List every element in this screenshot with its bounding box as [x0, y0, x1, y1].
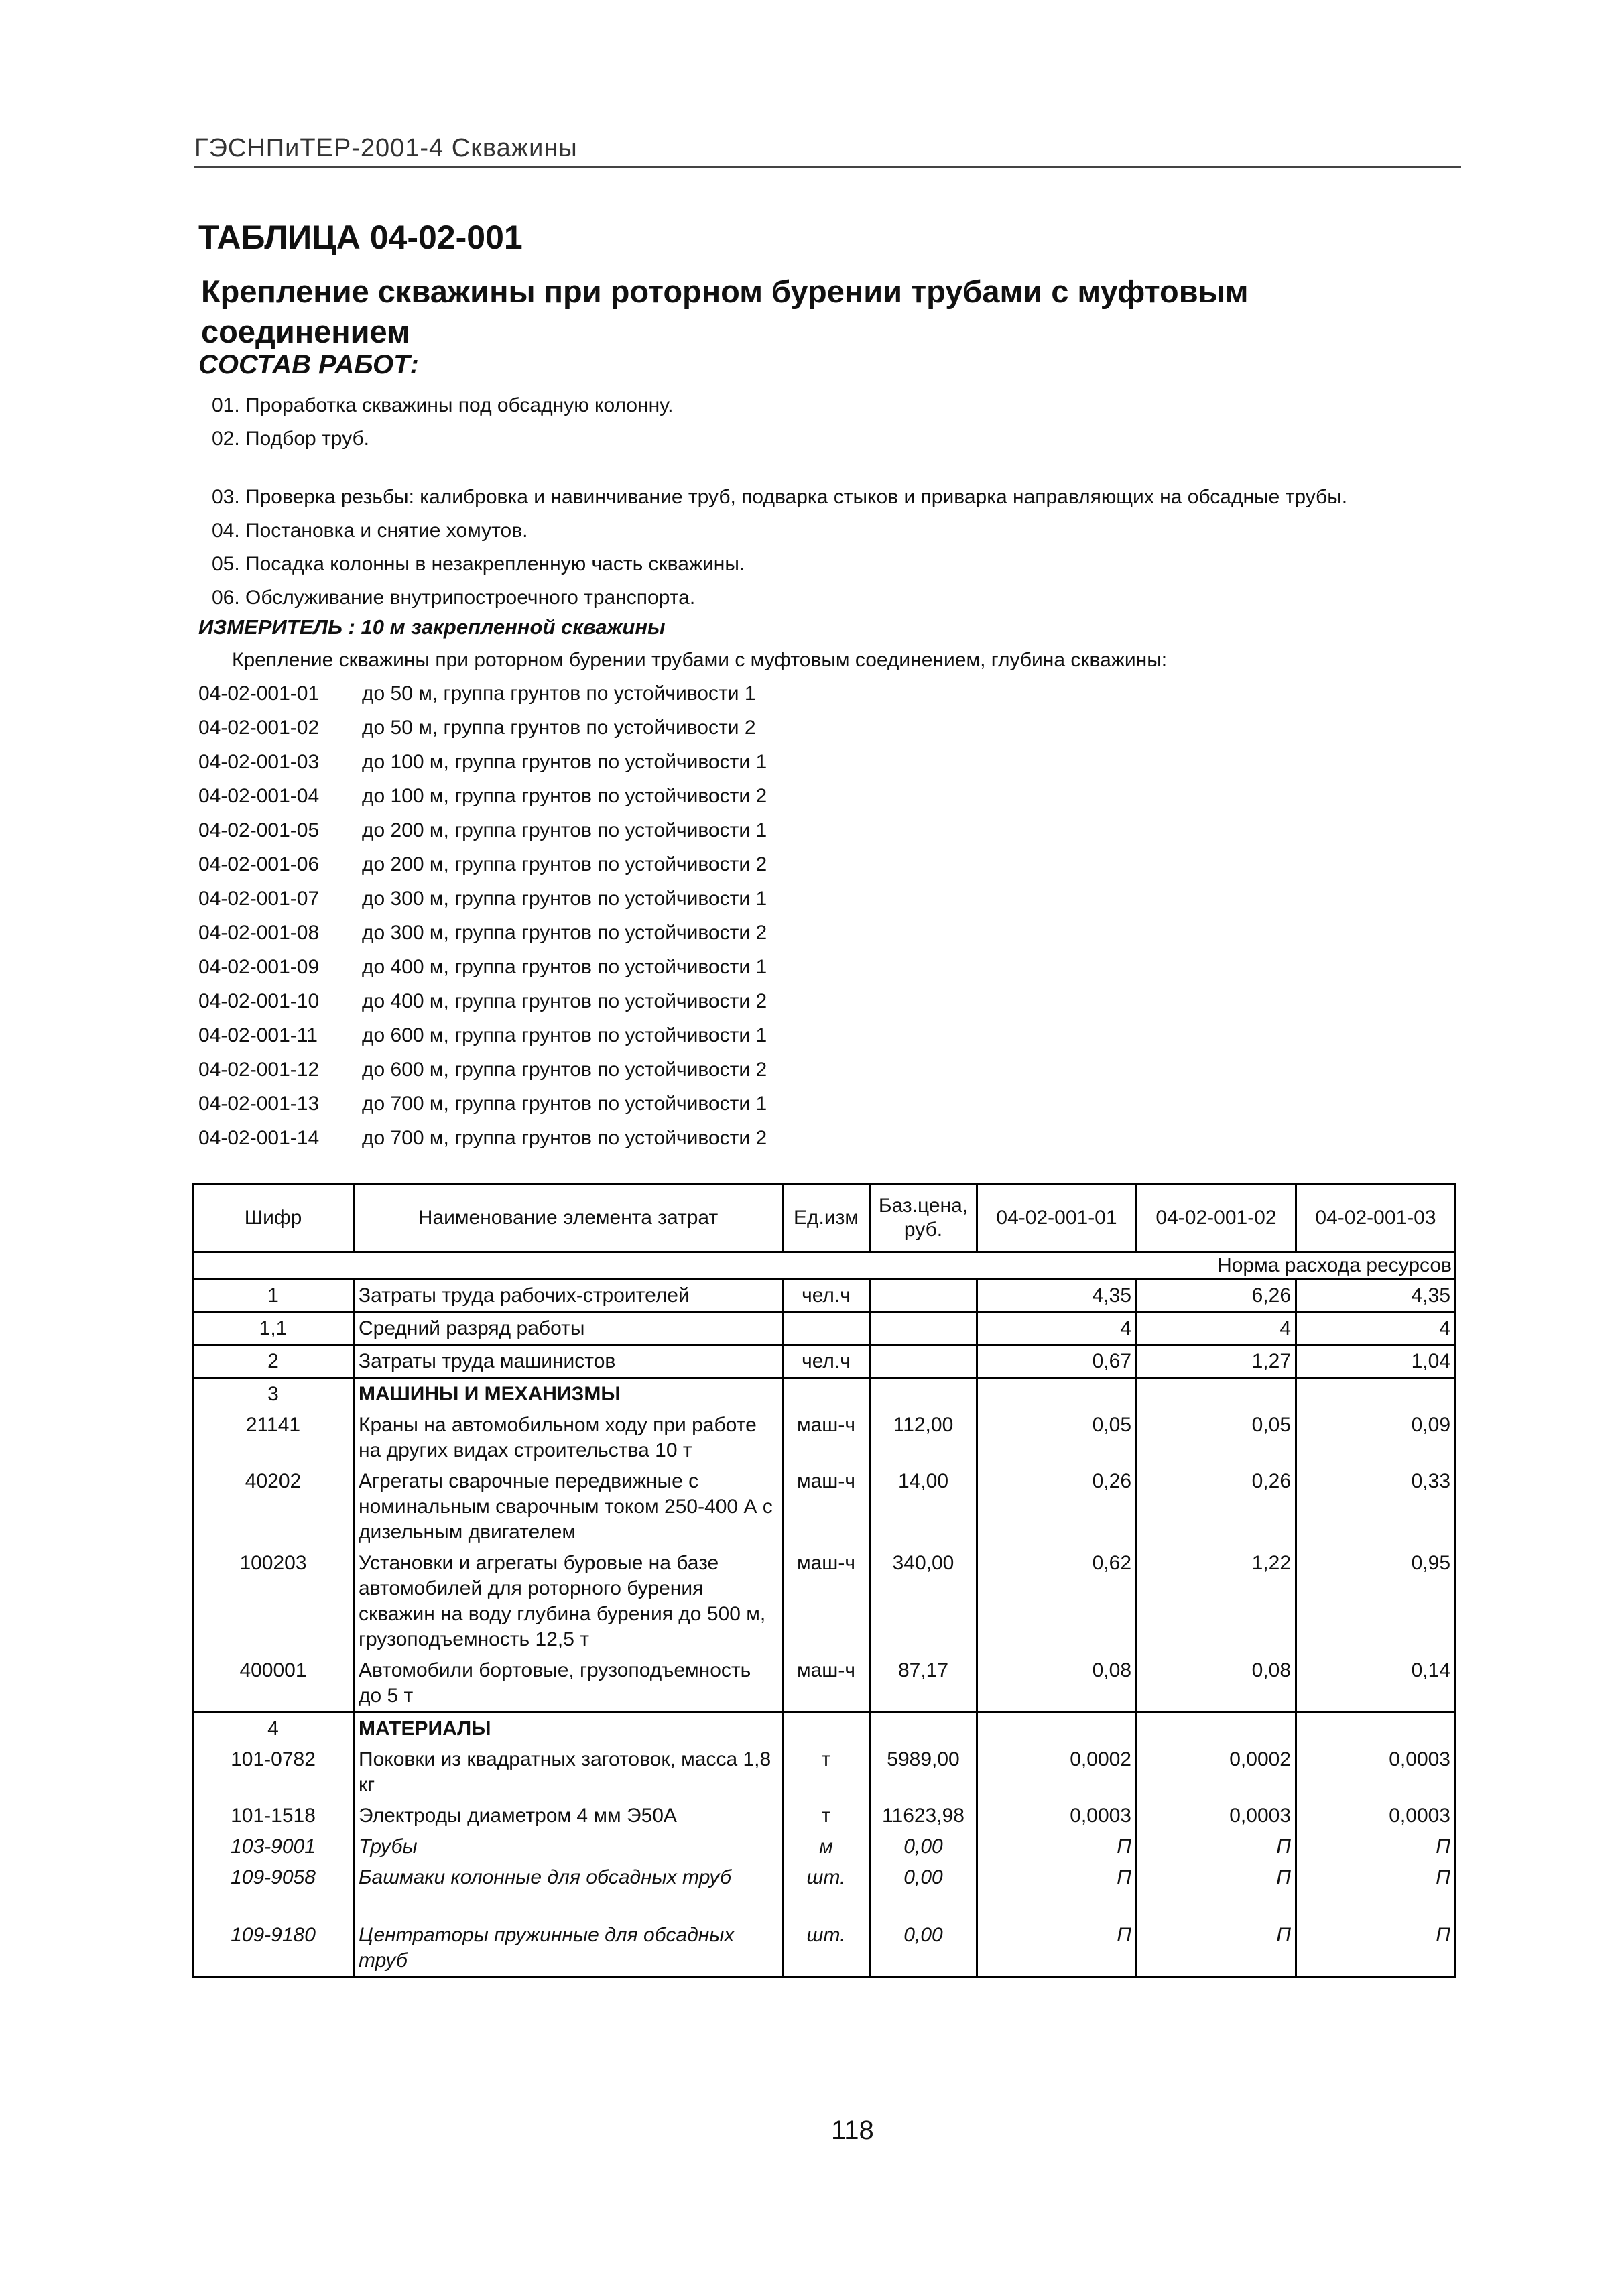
- cell-unit: чел.ч: [783, 1345, 870, 1378]
- table-row: [193, 1410, 1456, 1466]
- cell-unit: шт.: [783, 1862, 870, 1920]
- header-price: Баз.цена, руб.: [870, 1185, 977, 1252]
- cell-unit: [783, 1313, 870, 1345]
- table-row: [193, 1345, 1456, 1378]
- cell-value-3: 0,09: [1296, 1410, 1456, 1466]
- cell-cipher: 100203: [193, 1548, 354, 1655]
- cell-cipher: 101-1518: [193, 1801, 354, 1831]
- cell-cipher: 103-9001: [193, 1831, 354, 1862]
- cell-value-1: 0,67: [977, 1345, 1137, 1378]
- code-id: 04-02-001-02: [198, 717, 320, 739]
- cell-value-1: 0,26: [977, 1466, 1137, 1548]
- cell-value-1: П: [977, 1831, 1137, 1862]
- cell-value-2: 0,0002: [1137, 1744, 1296, 1801]
- norm-row: [193, 1252, 1456, 1280]
- cell-value-2: 1,22: [1137, 1548, 1296, 1655]
- table-row: [193, 1831, 1456, 1862]
- cell-value-3: 0,33: [1296, 1466, 1456, 1548]
- cell-value-2: 4: [1137, 1313, 1296, 1345]
- cell-value-2: 1,27: [1137, 1345, 1296, 1378]
- table-row: [193, 1280, 1456, 1313]
- table-title: [201, 271, 1441, 352]
- section-row-machines: [193, 1378, 1456, 1410]
- cell-value-2: [1137, 1378, 1296, 1410]
- cell-price: 0,00: [870, 1920, 977, 1978]
- cell-price: [870, 1313, 977, 1345]
- code-id: 04-02-001-14: [198, 1127, 320, 1149]
- cell-value-2: 0,05: [1137, 1410, 1296, 1466]
- page-number: 118: [831, 2116, 874, 2145]
- cell-price: [870, 1345, 977, 1378]
- cell-cipher: 1,1: [193, 1313, 354, 1345]
- code-text: до 100 м, группа грунтов по устойчивости 2: [362, 785, 767, 807]
- cell-name: Агрегаты сварочные передвижные с номинальным сварочным током 250-400 А с дизельным двигателем: [354, 1466, 783, 1548]
- header-unit: Ед.изм: [783, 1185, 870, 1252]
- cell-name: МАТЕРИАЛЫ: [354, 1713, 783, 1745]
- cell-cipher: 101-0782: [193, 1744, 354, 1801]
- cell-name: Установки и агрегаты буровые на базе автомобилей для роторного бурения скважин на воду глубина бурения до 500 м, грузоподъемность 12,5 т: [354, 1548, 783, 1655]
- cell-price: 5989,00: [870, 1744, 977, 1801]
- codes-description: Крепление скважины при роторном бурении трубами с муфтовым соединением, глубина скважины:: [232, 649, 1168, 671]
- code-text: до 300 м, группа грунтов по устойчивости 2: [362, 922, 767, 944]
- code-text: до 50 м, группа грунтов по устойчивости 2: [362, 717, 756, 739]
- cell-unit: маш-ч: [783, 1655, 870, 1713]
- work-item: 02. Подбор труб.: [212, 428, 369, 450]
- code-text: до 600 м, группа грунтов по устойчивости 1: [362, 1024, 767, 1046]
- cell-value-2: 0,0003: [1137, 1801, 1296, 1831]
- cell-value-3: 1,04: [1296, 1345, 1456, 1378]
- cell-cipher: 3: [193, 1378, 354, 1410]
- table-row: [193, 1313, 1456, 1345]
- cell-unit: шт.: [783, 1920, 870, 1978]
- code-id: 04-02-001-05: [198, 819, 320, 841]
- code-id: 04-02-001-12: [198, 1059, 320, 1081]
- cell-value-1: 0,0003: [977, 1801, 1137, 1831]
- cell-value-1: П: [977, 1862, 1137, 1920]
- section-row-materials: [193, 1713, 1456, 1745]
- cell-price: 0,00: [870, 1831, 977, 1862]
- cell-price: [870, 1280, 977, 1313]
- table-row: [193, 1655, 1456, 1713]
- cell-cipher: 4: [193, 1713, 354, 1745]
- table-title-line-2: соединением: [201, 314, 410, 349]
- header-name: Наименование элемента затрат: [354, 1185, 783, 1252]
- work-item: 01. Проработка скважины под обсадную колонну.: [212, 394, 674, 416]
- header-col-2: 04-02-001-02: [1137, 1185, 1296, 1252]
- code-text: до 400 м, группа грунтов по устойчивости 2: [362, 990, 767, 1012]
- cell-value-3: П: [1296, 1862, 1456, 1920]
- cell-price: [870, 1378, 977, 1410]
- header-col-1: 04-02-001-01: [977, 1185, 1137, 1252]
- table-row: [193, 1548, 1456, 1655]
- code-id: 04-02-001-04: [198, 785, 320, 807]
- cell-cipher: 109-9058: [193, 1862, 354, 1920]
- code-id: 04-02-001-09: [198, 956, 320, 978]
- table-row: [193, 1862, 1456, 1920]
- resources-table: [192, 1183, 1456, 1978]
- code-id: 04-02-001-01: [198, 682, 320, 705]
- cell-cipher: 21141: [193, 1410, 354, 1466]
- cell-value-1: 0,0002: [977, 1744, 1137, 1801]
- cell-name: Затраты труда машинистов: [354, 1345, 783, 1378]
- cell-name: Краны на автомобильном ходу при работе на других видах строительства 10 т: [354, 1410, 783, 1466]
- table-row: [193, 1801, 1456, 1831]
- cell-name: Поковки из квадратных заготовок, масса 1,8 кг: [354, 1744, 783, 1801]
- code-text: до 300 м, группа грунтов по устойчивости 1: [362, 888, 767, 910]
- cell-value-3: 0,14: [1296, 1655, 1456, 1713]
- cell-value-1: 0,62: [977, 1548, 1137, 1655]
- code-text: до 700 м, группа грунтов по устойчивости 1: [362, 1093, 767, 1115]
- cell-unit: маш-ч: [783, 1548, 870, 1655]
- norm-label: Норма расхода ресурсов: [193, 1252, 1456, 1280]
- code-text: до 700 м, группа грунтов по устойчивости 2: [362, 1127, 767, 1149]
- cell-value-1: 0,08: [977, 1655, 1137, 1713]
- cell-cipher: 40202: [193, 1466, 354, 1548]
- cell-value-3: 0,0003: [1296, 1801, 1456, 1831]
- cell-cipher: 2: [193, 1345, 354, 1378]
- code-id: 04-02-001-03: [198, 751, 320, 773]
- works-heading: СОСТАВ РАБОТ:: [198, 350, 419, 379]
- cell-cipher: 1: [193, 1280, 354, 1313]
- cell-value-2: 0,26: [1137, 1466, 1296, 1548]
- cell-value-1: [977, 1378, 1137, 1410]
- cell-value-3: 4: [1296, 1313, 1456, 1345]
- code-text: до 600 м, группа грунтов по устойчивости 2: [362, 1059, 767, 1081]
- cell-value-3: П: [1296, 1831, 1456, 1862]
- cell-cipher: 109-9180: [193, 1920, 354, 1978]
- code-text: до 100 м, группа грунтов по устойчивости 1: [362, 751, 767, 773]
- cell-name: Затраты труда рабочих-строителей: [354, 1280, 783, 1313]
- code-text: до 50 м, группа грунтов по устойчивости 1: [362, 682, 756, 705]
- cell-value-3: 0,95: [1296, 1548, 1456, 1655]
- cell-name: Электроды диаметром 4 мм Э50А: [354, 1801, 783, 1831]
- code-id: 04-02-001-10: [198, 990, 320, 1012]
- cell-value-1: 0,05: [977, 1410, 1137, 1466]
- running-header: ГЭСНПиТЕР-2001-4 Скважины: [194, 134, 1461, 168]
- cell-price: 14,00: [870, 1466, 977, 1548]
- cell-unit: чел.ч: [783, 1280, 870, 1313]
- cell-price: 11623,98: [870, 1801, 977, 1831]
- code-id: 04-02-001-11: [198, 1024, 318, 1046]
- cell-value-2: П: [1137, 1920, 1296, 1978]
- code-text: до 400 м, группа грунтов по устойчивости 1: [362, 956, 767, 978]
- work-item: 03. Проверка резьбы: калибровка и навинчивание труб, подварка стыков и приварка направляющих на обсадные трубы.: [212, 486, 1348, 508]
- cell-value-2: 6,26: [1137, 1280, 1296, 1313]
- cell-name: Башмаки колонные для обсадных труб: [354, 1862, 783, 1920]
- cell-unit: маш-ч: [783, 1410, 870, 1466]
- cell-price: 87,17: [870, 1655, 977, 1713]
- code-id: 04-02-001-07: [198, 888, 320, 910]
- cell-unit: [783, 1378, 870, 1410]
- table-title-line-1: Крепление скважины при роторном бурении трубами с муфтовым: [201, 274, 1249, 309]
- cell-value-1: [977, 1713, 1137, 1745]
- cell-name: Центраторы пружинные для обсадных труб: [354, 1920, 783, 1978]
- cell-unit: [783, 1713, 870, 1745]
- cell-value-3: [1296, 1378, 1456, 1410]
- cell-value-1: П: [977, 1920, 1137, 1978]
- cell-value-1: 4,35: [977, 1280, 1137, 1313]
- cell-value-2: П: [1137, 1862, 1296, 1920]
- cell-value-2: П: [1137, 1831, 1296, 1862]
- cell-name: Средний разряд работы: [354, 1313, 783, 1345]
- cell-price: 112,00: [870, 1410, 977, 1466]
- cell-unit: т: [783, 1801, 870, 1831]
- header-cipher: Шифр: [193, 1185, 354, 1252]
- measure-unit: ИЗМЕРИТЕЛЬ : 10 м закрепленной скважины: [198, 615, 666, 639]
- cell-value-3: 4,35: [1296, 1280, 1456, 1313]
- table-row: [193, 1744, 1456, 1801]
- table-row: [193, 1920, 1456, 1978]
- header-col-3: 04-02-001-03: [1296, 1185, 1456, 1252]
- cell-name: МАШИНЫ И МЕХАНИЗМЫ: [354, 1378, 783, 1410]
- work-item: 06. Обслуживание внутрипостроечного транспорта.: [212, 587, 696, 609]
- cell-value-1: 4: [977, 1313, 1137, 1345]
- cell-price: 340,00: [870, 1548, 977, 1655]
- cell-cipher: 400001: [193, 1655, 354, 1713]
- cell-value-3: 0,0003: [1296, 1744, 1456, 1801]
- code-id: 04-02-001-06: [198, 853, 320, 875]
- cell-unit: м: [783, 1831, 870, 1862]
- code-id: 04-02-001-13: [198, 1093, 320, 1115]
- work-item: 04. Постановка и снятие хомутов.: [212, 520, 528, 542]
- cell-price: [870, 1713, 977, 1745]
- table-row: [193, 1466, 1456, 1548]
- cell-price: 0,00: [870, 1862, 977, 1920]
- cell-name: Трубы: [354, 1831, 783, 1862]
- code-id: 04-02-001-08: [198, 922, 320, 944]
- code-text: до 200 м, группа грунтов по устойчивости 2: [362, 853, 767, 875]
- cell-value-2: [1137, 1713, 1296, 1745]
- cell-unit: маш-ч: [783, 1466, 870, 1548]
- cell-value-3: П: [1296, 1920, 1456, 1978]
- cell-unit: т: [783, 1744, 870, 1801]
- cell-name: Автомобили бортовые, грузоподъемность до 5 т: [354, 1655, 783, 1713]
- code-text: до 200 м, группа грунтов по устойчивости 1: [362, 819, 767, 841]
- cell-value-2: 0,08: [1137, 1655, 1296, 1713]
- table-id: ТАБЛИЦА 04-02-001: [198, 219, 523, 256]
- cell-value-3: [1296, 1713, 1456, 1745]
- work-item: 05. Посадка колонны в незакрепленную часть скважины.: [212, 553, 745, 575]
